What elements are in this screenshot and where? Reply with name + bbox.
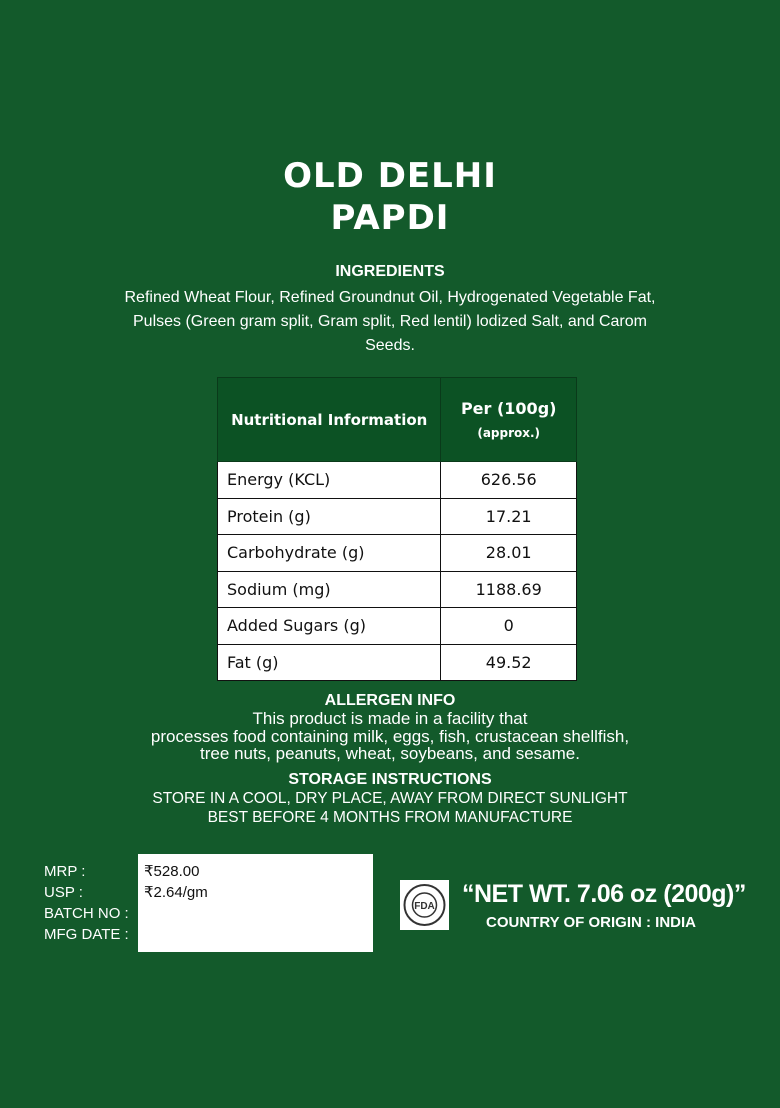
nutrient-name: Sodium (mg) — [218, 571, 441, 608]
storage-line: BEST BEFORE 4 MONTHS FROM MANUFACTURE — [207, 809, 573, 826]
nutrient-name: Added Sugars (g) — [218, 608, 441, 645]
pricing-box — [138, 854, 373, 952]
nutrition-header-per — [441, 378, 577, 462]
nutrient-value: 626.56 — [441, 462, 577, 499]
storage-text — [0, 789, 780, 827]
nutrient-value: 0 — [441, 608, 577, 645]
ingredients-line: Seeds. — [365, 337, 415, 354]
nutrition-header-label: Nutritional Information — [218, 378, 441, 462]
pricing-labels — [44, 861, 129, 945]
mfg-date-label: MFG DATE : — [44, 926, 129, 943]
nutrient-value: 28.01 — [441, 535, 577, 572]
allergen-line: This product is made in a facility that — [252, 709, 528, 728]
ingredients-line: Refined Wheat Flour, Refined Groundnut Oil, Hydrogenated Vegetable Fat, — [124, 289, 656, 306]
approx-label: (approx.) — [477, 426, 541, 440]
nutrient-name: Carbohydrate (g) — [218, 535, 441, 572]
net-weight: “NET WT. 7.06 oz (200g)” — [462, 880, 746, 908]
per-label: Per (100g) — [460, 399, 557, 418]
table-row — [218, 535, 577, 572]
mrp-label: MRP : — [44, 863, 86, 880]
country-of-origin: COUNTRY OF ORIGIN : INDIA — [486, 914, 696, 931]
nutrient-name: Protein (g) — [218, 498, 441, 535]
allergen-line: processes food containing milk, eggs, fish, crustacean shellfish, — [150, 726, 630, 746]
nutrient-name: Energy (KCL) — [218, 462, 441, 499]
nutrition-header-row — [218, 378, 577, 462]
table-row — [218, 571, 577, 608]
usp-label: USP : — [44, 884, 83, 901]
allergen-text — [0, 710, 780, 763]
product-title-line2: PAPDI — [330, 198, 450, 238]
nutrient-value: 17.21 — [441, 498, 577, 535]
mrp-value: ₹528.00 — [144, 863, 200, 880]
nutrition-table — [217, 377, 577, 681]
nutrient-value: 1188.69 — [441, 571, 577, 608]
table-row — [218, 644, 577, 681]
nutrient-value: 49.52 — [441, 644, 577, 681]
storage-line: STORE IN A COOL, DRY PLACE, AWAY FROM DIRECT SUNLIGHT — [152, 790, 628, 807]
table-row — [218, 498, 577, 535]
allergen-heading: ALLERGEN INFO — [324, 692, 456, 709]
product-title-line1: OLD DELHI — [283, 156, 497, 196]
ingredients-line: Pulses (Green gram split, Gram split, Red lentil) lodized Salt, and Carom — [133, 313, 647, 330]
batch-label: BATCH NO : — [44, 905, 129, 922]
ingredients-text — [0, 286, 780, 358]
table-row — [218, 608, 577, 645]
storage-heading: STORAGE INSTRUCTIONS — [288, 771, 492, 788]
svg-text:FDA: FDA — [414, 901, 435, 912]
fda-approved-icon — [400, 880, 449, 930]
nutrient-name: Fat (g) — [218, 644, 441, 681]
table-row — [218, 462, 577, 499]
ingredients-heading: INGREDIENTS — [335, 263, 445, 280]
allergen-line: tree nuts, peanuts, wheat, soybeans, and sesame. — [200, 744, 580, 763]
usp-value: ₹2.64/gm — [144, 884, 208, 901]
